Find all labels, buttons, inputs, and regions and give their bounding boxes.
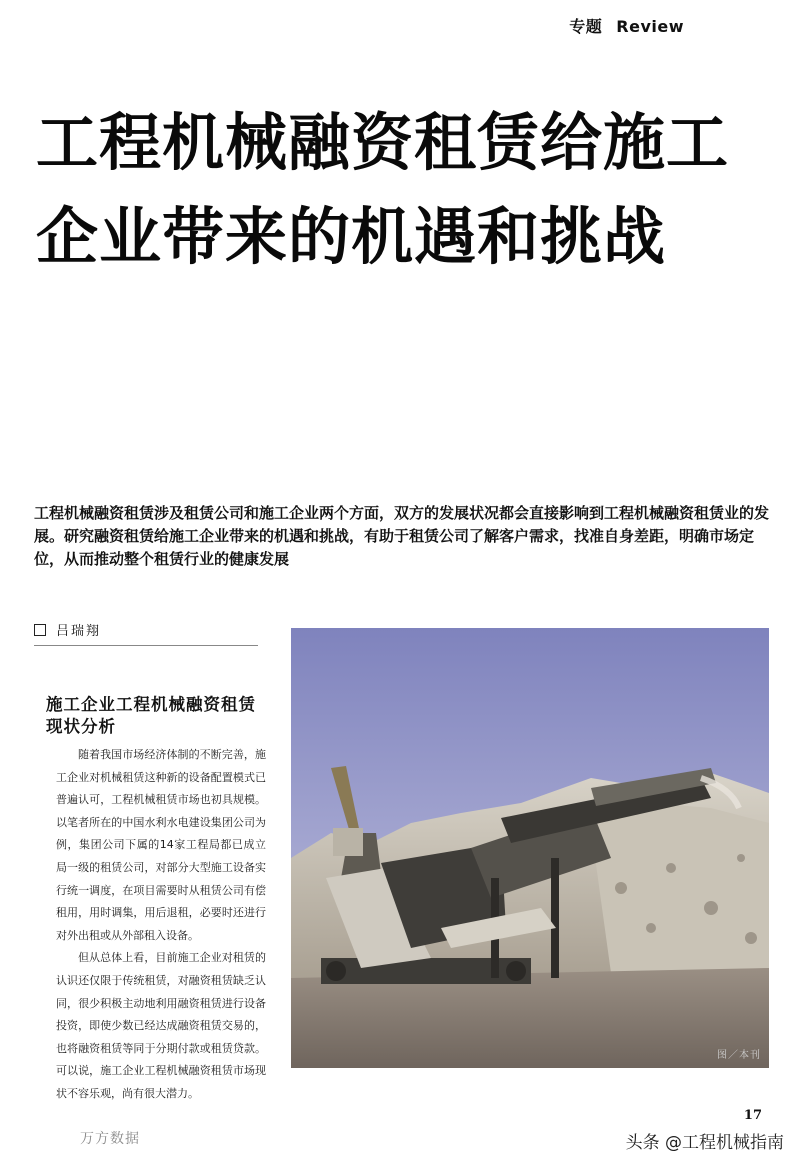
photo-credit: 图／本刊 bbox=[717, 1050, 761, 1061]
section-tag-zh: 专题 bbox=[569, 17, 603, 36]
author-name: 吕瑞翔 bbox=[56, 624, 102, 639]
body-paragraph: 但从总体上看，目前施工企业对租赁的认识还仅限于传统租赁，对融资租赁缺乏认同，很少积极主动地利用融资租赁进行设备投资，即使少数已经达成融资租赁交易的，也将融资租赁等同于分期付款或租赁贷款。可以说，施工企业工程机械融资租赁市场现状不容乐观，尚有很大潜力。 bbox=[56, 951, 266, 1100]
section-tag bbox=[569, 14, 684, 37]
watermark-toutiao: 头条 @工程机械指南 bbox=[625, 1133, 784, 1153]
article-body bbox=[46, 694, 266, 1106]
page-number: 17 bbox=[743, 1108, 762, 1123]
lead-paragraph: 工程机械融资租赁涉及租赁公司和施工企业两个方面，双方的发展状况都会直接影响到工程机械融资租赁业的发展。研究融资租赁给施工企业带来的机遇和挑战，有助于租赁公司了解客户需求，找准自身差距，明确市场定位，从而推动整个租赁行业的健康发展 bbox=[34, 504, 770, 568]
author-line bbox=[34, 620, 258, 646]
title-line-1: 工程机械融资租赁给施工 bbox=[36, 106, 730, 179]
section-heading: 施工企业工程机械融资租赁现状分析 bbox=[46, 695, 256, 736]
body-paragraph: 随着我国市场经济体制的不断完善，施工企业对机械租赁这种新的设备配置模式已普遍认可，工程机械租赁市场也初具规模。以笔者所在的中国水利水电建设集团公司为例，集团公司下属的14家工程局都已成立局一级的租赁公司，对部分大型施工设备实行统一调度，在项目需要时从租赁公司有偿租用，用时调集，用后退租，必要时还进行对外出租或从外部租入设备。 bbox=[56, 748, 266, 942]
square-bullet-icon bbox=[34, 624, 46, 636]
section-tag-en: Review bbox=[616, 17, 684, 36]
title-line-2: 企业带来的机遇和挑战 bbox=[36, 200, 667, 273]
watermark-wanfang: 万方数据 bbox=[80, 1131, 140, 1147]
article-title bbox=[36, 96, 776, 284]
mobile-crusher-photo bbox=[291, 628, 769, 1068]
